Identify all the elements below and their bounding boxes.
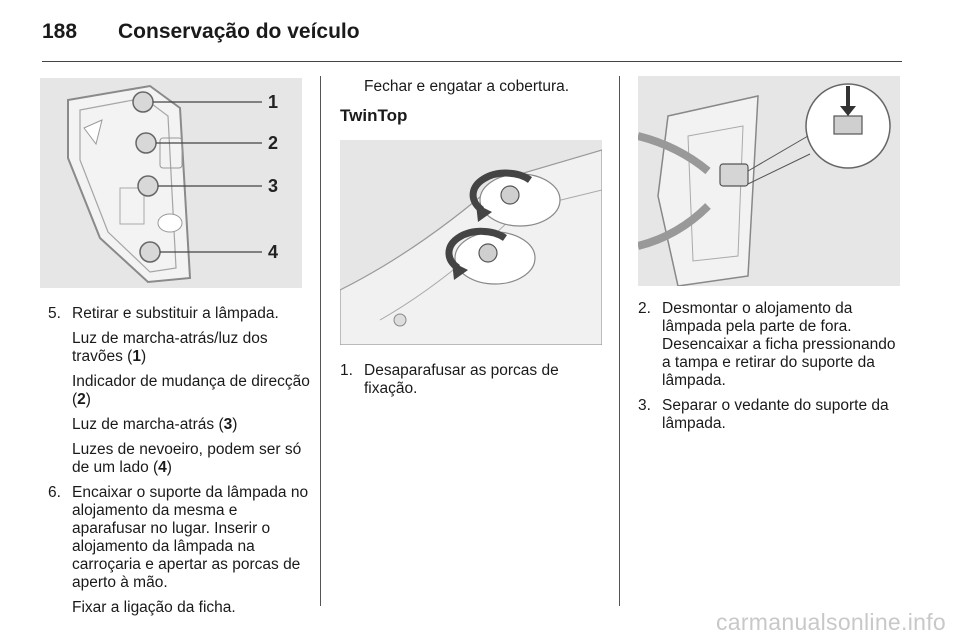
step-number: 5. bbox=[48, 305, 61, 322]
section-heading-twintop: TwinTop bbox=[340, 106, 408, 125]
column-3-text bbox=[638, 300, 902, 433]
fixing-nut-lower bbox=[479, 244, 497, 262]
callout-1: 1 bbox=[268, 92, 279, 112]
column-divider-1 bbox=[320, 76, 321, 606]
bulb-2 bbox=[136, 133, 156, 153]
sub-item-3: Luz de marcha-atrás (3) bbox=[72, 416, 238, 433]
step-3 bbox=[638, 397, 902, 433]
step-text: Desaparafusar as porcas de fixação. bbox=[364, 362, 559, 397]
step-number: 2. bbox=[638, 300, 651, 317]
step-text: Retirar e substituir a lâmpada. bbox=[72, 305, 279, 322]
bulb-3 bbox=[138, 176, 158, 196]
fixing-nut-upper bbox=[501, 186, 519, 204]
step-6-note: Fixar a ligação da ficha. bbox=[72, 599, 236, 616]
sub-item-1: Luz de marcha-atrás/luz dos travões (1) bbox=[72, 330, 268, 365]
step-number: 6. bbox=[48, 484, 61, 501]
watermark: carmanualsonline.info bbox=[715, 609, 946, 635]
step-text: Desmontar o alojamento da lâmpada pela parte de fora. Desencaixar a ficha pressionando a tampa e retirar do suporte da lâmpada. bbox=[662, 300, 896, 389]
step-6 bbox=[48, 484, 310, 592]
callout-4: 4 bbox=[268, 242, 279, 262]
step-1 bbox=[340, 362, 602, 398]
callout-2: 2 bbox=[268, 133, 279, 153]
callout-3: 3 bbox=[268, 176, 279, 196]
header-rule bbox=[42, 61, 902, 62]
step-text: Separar o vedante do suporte da lâmpada. bbox=[662, 397, 889, 432]
lamp-housing-figure bbox=[638, 76, 900, 286]
column-2-intro: Fechar e engatar a cobertura. bbox=[364, 78, 570, 95]
ref-number: 1 bbox=[132, 348, 141, 365]
page-number: 188 bbox=[42, 20, 78, 43]
column-divider-2 bbox=[619, 76, 620, 606]
sub-item-2: Indicador de mudança de direcção (2) bbox=[72, 373, 310, 408]
step-5 bbox=[48, 305, 310, 323]
step-number: 3. bbox=[638, 397, 651, 414]
bulb-holder-figure bbox=[40, 78, 302, 288]
bulb-4 bbox=[140, 242, 160, 262]
ref-number: 3 bbox=[223, 416, 233, 433]
page-title: Conservação do veículo bbox=[118, 20, 360, 43]
step-2 bbox=[638, 300, 902, 390]
sub-item-4: Luzes de nevoeiro, podem ser só de um lado (4) bbox=[72, 441, 302, 476]
twintop-nuts-figure bbox=[340, 140, 602, 345]
column-2-text bbox=[340, 362, 602, 398]
step-number: 1. bbox=[340, 362, 353, 379]
step-text: Encaixar o suporte da lâmpada no alojamento da mesma e aparafusar no lugar. Inserir o alojamento da lâmpada na carroçaria e apertar as porcas de aperto à mão. bbox=[72, 484, 309, 591]
ref-number: 4 bbox=[158, 459, 167, 476]
ref-number: 2 bbox=[77, 391, 86, 408]
bulb-1 bbox=[133, 92, 153, 112]
column-1-text bbox=[48, 305, 310, 617]
